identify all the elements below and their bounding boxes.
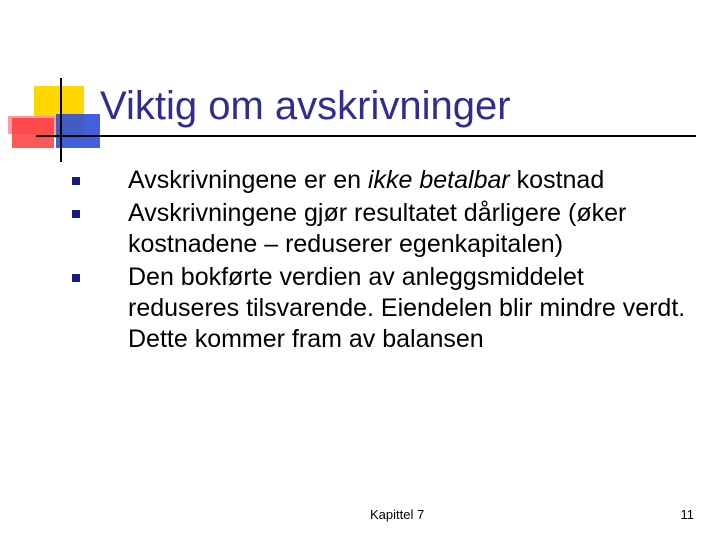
square-bullet-icon: [72, 274, 80, 282]
bullet-item: [70, 198, 700, 260]
bullet-text: Avskrivningene gjør resultatet dårligere (øker kostnadene – reduserer egenkapitalen): [128, 199, 627, 258]
bullet-text: Avskrivningene er en: [128, 166, 368, 194]
deco-blue-square: [56, 114, 100, 148]
deco-red-square: [12, 118, 54, 148]
footer-page-number: 11: [680, 507, 694, 522]
bullet-text: Den bokførte verdien av anleggsmiddelet reduseres tilsvarende. Eiendelen blir mindre verdt. Dette kommer fram av balansen: [128, 263, 686, 353]
bullet-list: [70, 165, 700, 357]
slide-title: Viktig om avskrivninger: [100, 84, 511, 128]
bullet-item: [70, 165, 700, 196]
square-bullet-icon: [72, 210, 80, 218]
footer-chapter: Kapittel 7: [370, 507, 425, 522]
bullet-text-tail: kostnad: [509, 166, 605, 194]
bullet-emphasis: ikke betalbar: [367, 166, 510, 194]
square-bullet-icon: [72, 177, 80, 185]
deco-vertical-line: [60, 78, 62, 162]
title-underline: [36, 135, 696, 137]
bullet-item: [70, 262, 700, 355]
